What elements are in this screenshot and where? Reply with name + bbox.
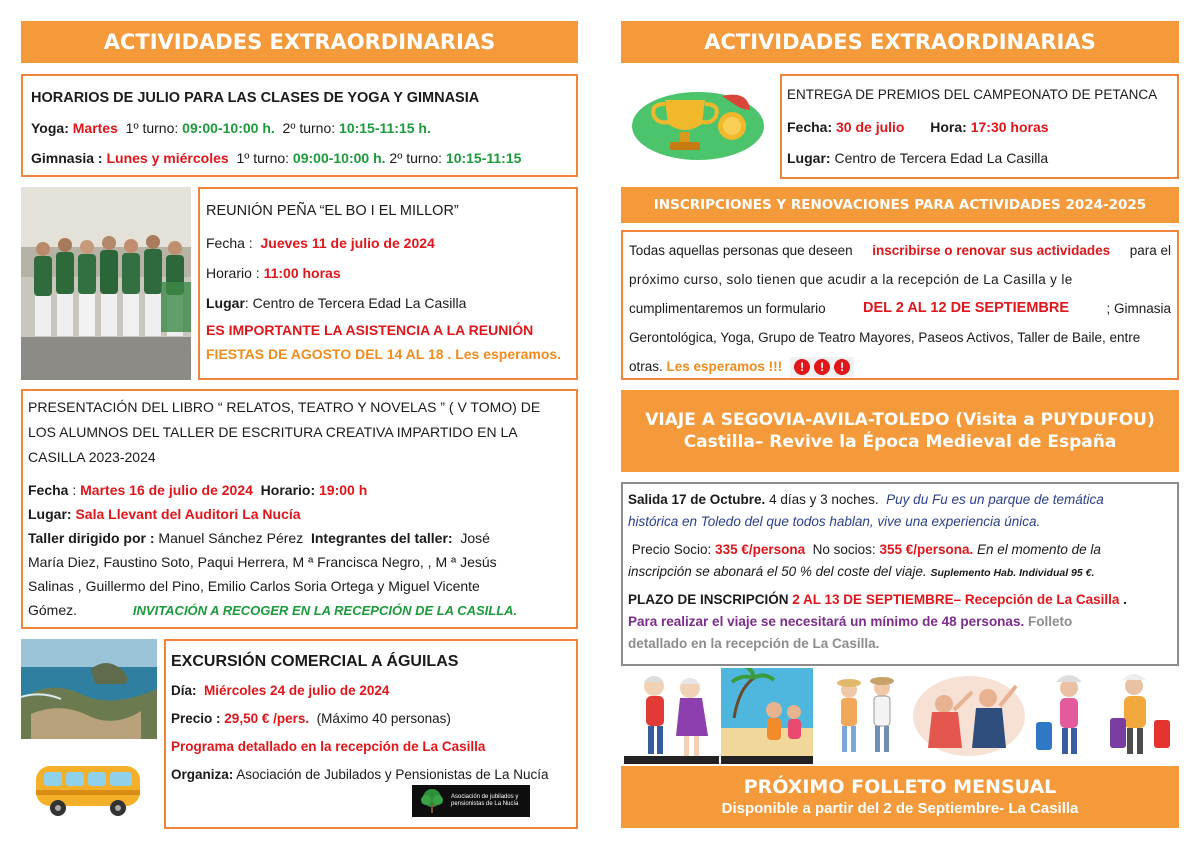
- tree-logo-icon: [417, 788, 447, 814]
- excursion-dia: Día: Miércoles 24 de julio de 2024: [171, 683, 390, 698]
- petanca-lugar: Lugar: Centro de Tercera Edad La Casilla: [787, 150, 1049, 166]
- aguilas-coast-photo: [21, 639, 157, 739]
- inscripciones-line-1: Todas aquellas personas que deseen inscribirse o renovar sus actividades para el: [629, 243, 1171, 258]
- viaje-folleto: detallado en la recepción de La Casilla.: [628, 636, 880, 651]
- viaje-puy-description: histórica en Toledo del que todos hablan, vive una experiencia única.: [628, 514, 1041, 529]
- left-header-banner: [21, 21, 578, 63]
- inscripciones-line-5: otras. Les esperamos !!! ! ! !: [629, 352, 1171, 381]
- beach-couple-illustration: [721, 668, 813, 764]
- association-logo: [412, 785, 530, 817]
- excursion-precio: Precio : 29,50 € /pers. (Máximo 40 personas): [171, 711, 451, 726]
- footer-banner: [621, 766, 1179, 828]
- viaje-banner: [621, 390, 1179, 472]
- footer-title: PRÓXIMO FOLLETO MENSUAL: [743, 776, 1057, 798]
- waving-people-illustration: [913, 676, 1025, 756]
- pena-fiestas-note: FIESTAS DE AGOSTO DEL 14 AL 18 . Les esperamos.: [206, 346, 562, 362]
- pena-horario: Horario : 11:00 horas: [206, 265, 341, 281]
- book-title-line-3: CASILLA 2023-2024: [28, 449, 156, 465]
- excursion-title: EXCURSIÓN COMERCIAL A ÁGUILAS: [171, 653, 459, 670]
- yoga-schedule-row: Yoga: Martes 1º turno: 09:00-10:00 h. 2º turno: 10:15-11:15 h.: [31, 120, 431, 136]
- book-integrantes-2: María Diez, Faustino Soto, Paqui Herrera, M ª Francisca Negro, , M ª Jesús: [28, 554, 497, 570]
- walking-couple-illustration: [837, 677, 894, 752]
- exclamation-icon: !: [834, 359, 850, 375]
- viaje-box: [621, 482, 1179, 666]
- book-fecha: Fecha : Martes 16 de julio de 2024 Horario: 19:00 h: [28, 482, 368, 498]
- yoga-schedule-title: HORARIOS DE JULIO PARA LAS CLASES DE YOGA Y GIMNASIA: [31, 90, 480, 106]
- viaje-salida: Salida 17 de Octubre. 4 días y 3 noches. Puy du Fu es un parque de temática: [628, 492, 1104, 507]
- right-header-banner: [621, 21, 1179, 63]
- pena-fecha: Fecha : Jueves 11 de julio de 2024: [206, 235, 435, 251]
- viaje-pago: inscripción se abonará el 50 % del coste del viaje. Suplemento Hab. Individual 95 €.: [628, 564, 1095, 579]
- dancing-couple-illustration: [624, 668, 719, 764]
- pena-title: REUNIÓN PEÑA “EL BO I EL MILLOR”: [206, 203, 459, 219]
- pena-lugar: Lugar: Centro de Tercera Edad La Casilla: [206, 295, 467, 311]
- inscripciones-line-2: próximo curso, solo tienen que acudir a la recepción de La Casilla y le: [629, 272, 1073, 287]
- exclamation-icon: !: [814, 359, 830, 375]
- left-header-title: ACTIVIDADES EXTRAORDINARIAS: [103, 30, 496, 54]
- travel-illustrations: [624, 668, 1179, 764]
- book-invitation: INVITACIÓN A RECOGER EN LA RECEPCIÓN DE LA CASILLA.: [132, 603, 518, 618]
- viaje-title-line-1: VIAJE A SEGOVIA-AVILA-TOLEDO (Visita a PUYDUFOU): [645, 410, 1155, 430]
- book-title-line-1: PRESENTACIÓN DEL LIBRO “ RELATOS, TEATRO Y NOVELAS ” ( V TOMO) DE: [28, 399, 541, 415]
- suitcase-travelers-illustration: [1036, 674, 1170, 754]
- viaje-title-line-2: Castilla– Revive la Época Medieval de España: [683, 432, 1117, 452]
- book-integrantes-4: Gómez. INVITACIÓN A RECOGER EN LA RECEPCIÓN DE LA CASILLA.: [28, 602, 518, 618]
- viaje-minimo: Para realizar el viaje se necesitará un mínimo de 48 personas. Folleto: [628, 614, 1073, 629]
- viaje-plazo: PLAZO DE INSCRIPCIÓN 2 AL 13 DE SEPTIEMBRE– Recepción de La Casilla .: [628, 592, 1127, 607]
- book-taller: Taller dirigido por : Manuel Sánchez Pérez Integrantes del taller: José: [28, 530, 490, 546]
- petanca-fecha-hora: Fecha: 30 de julio Hora: 17:30 horas: [787, 119, 1049, 135]
- book-lugar: Lugar: Sala Llevant del Auditori La Nucía: [28, 506, 301, 522]
- pena-meeting-box: [198, 187, 578, 380]
- trophy-illustration: [630, 82, 768, 162]
- excursion-programa: Programa detallado en la recepción de La Casilla: [171, 739, 486, 754]
- inscripciones-line-4: Gerontológica, Yoga, Grupo de Teatro Mayores, Paseos Activos, Taller de Baile, entre: [629, 330, 1141, 345]
- exclamation-icon: !: [794, 359, 810, 375]
- inscripciones-banner: [621, 187, 1179, 223]
- book-integrantes-3: Salinas , Guillermo del Pino, Emilio Carlos Soria Ortega y Miguel Vicente: [28, 578, 480, 594]
- petanca-box: [780, 74, 1179, 179]
- pena-group-photo: [21, 187, 191, 380]
- exclamation-icons: [790, 357, 854, 377]
- inscripciones-title: INSCRIPCIONES Y RENOVACIONES PARA ACTIVIDADES 2024-2025: [653, 197, 1147, 213]
- bus-illustration: [28, 754, 148, 824]
- book-title-line-2: LOS ALUMNOS DEL TALLER DE ESCRITURA CREATIVA IMPARTIDO EN LA: [28, 424, 518, 440]
- gym-schedule-row: Gimnasia : Lunes y miércoles 1º turno: 09:00-10:00 h. 2º turno: 10:15-11:15: [31, 150, 522, 166]
- inscripciones-line-3: cumplimentaremos un formulario DEL 2 AL 12 DE SEPTIEMBRE ; Gimnasia: [629, 300, 1171, 316]
- viaje-precio: Precio Socio: 335 €/persona No socios: 355 €/persona. En el momento de la: [631, 542, 1101, 557]
- yoga-schedule-box: [21, 74, 578, 177]
- right-header-title: ACTIVIDADES EXTRAORDINARIAS: [704, 30, 1096, 54]
- association-logo-text: Asociación de jubilados y pensionistas de La Nucía: [451, 794, 519, 807]
- inscripciones-box: [621, 230, 1179, 380]
- footer-subtitle: Disponible a partir del 2 de Septiembre- La Casilla: [721, 800, 1079, 817]
- excursion-organiza: Organiza: Asociación de Jubilados y Pensionistas de La Nucía: [171, 767, 549, 782]
- pena-important-note: ES IMPORTANTE LA ASISTENCIA A LA REUNIÓN: [206, 322, 534, 338]
- petanca-title: ENTREGA DE PREMIOS DEL CAMPEONATO DE PETANCA: [787, 87, 1158, 102]
- book-presentation-box: [21, 389, 578, 629]
